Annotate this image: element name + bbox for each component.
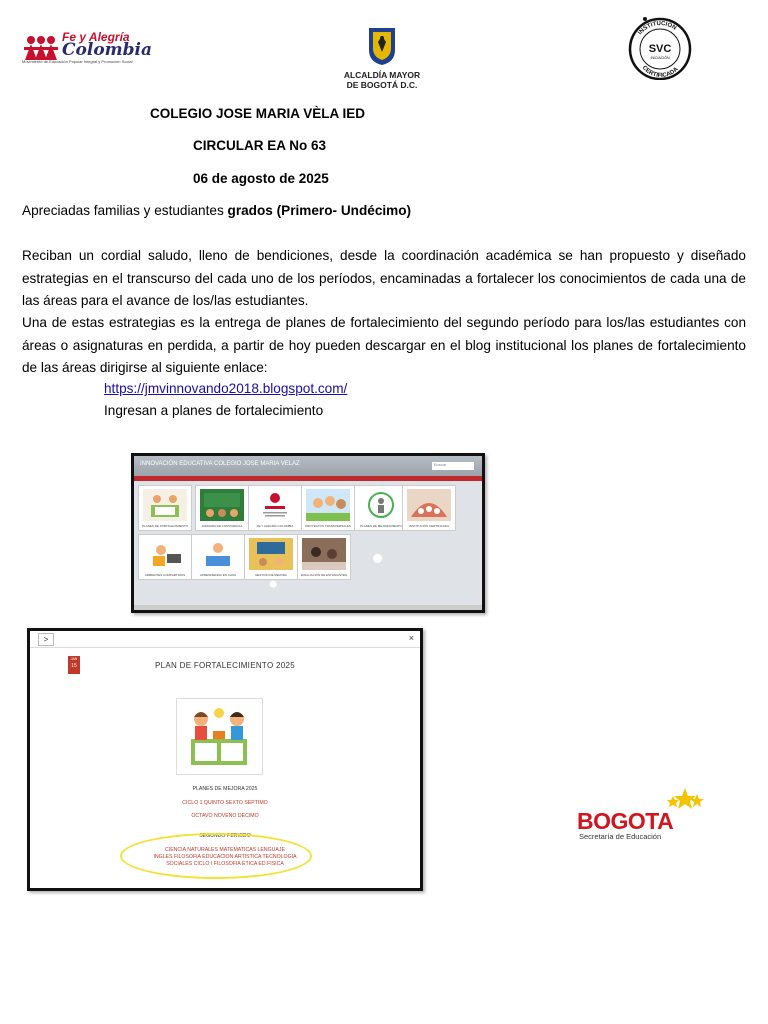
kid-computer-icon <box>143 538 187 570</box>
tile-evaluacion <box>297 534 351 580</box>
svc-seal-icon <box>626 14 694 80</box>
svc-top-text: INSTITUCIÓN <box>637 20 678 37</box>
classroom-icon <box>200 489 244 521</box>
areas-line-2[interactable]: INGLES FILOSOFIA EDUCACION ARTISTICA TECNOLOGIA <box>153 854 297 860</box>
classroom-photo-icon <box>302 538 346 570</box>
tile-convivencia <box>195 485 249 531</box>
tile-certificada <box>402 485 456 531</box>
svc-bottom-text: CERTIFICADA <box>640 64 680 80</box>
calendar-month: JAN <box>70 657 78 661</box>
next-arrow-button[interactable]: > <box>38 633 54 646</box>
tile-caption: PROYECTOS TRANSVERSALES <box>305 524 351 528</box>
circular-date: 06 de agosto de 2025 <box>193 171 329 186</box>
blog-footer <box>134 605 482 610</box>
blog-header <box>134 456 482 476</box>
fe-y-alegria-icon <box>22 34 60 62</box>
kids-cartoon-icon <box>306 489 350 521</box>
segundo-periodo-line: SEGUNDO PERIODO <box>199 833 251 839</box>
kids-reading-icon <box>143 489 187 521</box>
bogota-secretaria-logo <box>577 786 707 844</box>
tile-mejoramiento <box>354 485 408 531</box>
fya-tagline: Movimiento de Educación Popular Integral y Promoción Social <box>22 59 133 64</box>
plan-title: PLAN DE FORTALECIMIENTO 2025 <box>155 661 295 670</box>
bogota-word: BOGOTA <box>577 808 674 834</box>
close-icon[interactable]: × <box>408 633 414 643</box>
greeting-prefix: Apreciadas familias y estudiantes <box>22 203 228 218</box>
blog-search-box: Buscar <box>432 462 474 470</box>
calendar-day: 15 <box>71 663 77 669</box>
students-board-icon <box>249 538 293 570</box>
coat-of-arms-icon <box>367 26 397 66</box>
areas-line-3[interactable]: SOCIALES CICLO I FILOSOFIA ETICA ED.FISICA <box>166 861 284 867</box>
tile-caption: PLANES DE FORTALECIMIENTO <box>142 524 188 528</box>
instruction-text: Ingresan a planes de fortalecimiento <box>104 403 324 418</box>
tile-caption: FE Y ALEGRÍA COLOMBIA <box>256 524 294 528</box>
alcaldia-line2: DE BOGOTÁ D.C. <box>346 80 418 90</box>
circular-number: CIRCULAR EA No 63 <box>193 138 327 153</box>
paragraph-strategy: Una de estas estrategias es la entrega de planes de fortalecimiento del segundo período para los/las estudiantes con áreas o asignaturas en perdida, a partir de hoy pueden descargar en el blog institucional los planes de fortalecimiento de las áreas dirigirse al siguiente enlace: <box>22 315 746 375</box>
bogota-subtitle: Secretaría de Educación <box>579 832 662 841</box>
fya-subtitle: Colombia <box>62 40 153 60</box>
svc-center: SVC <box>648 43 672 55</box>
highlight-ellipse <box>120 833 312 879</box>
tile-fya <box>248 485 302 531</box>
tile-caption: INSTITUCIÓN CERTIFICADA <box>409 524 449 528</box>
group-photo-icon <box>407 489 451 521</box>
blog-screenshot <box>131 453 485 613</box>
tile-caption: EVALUACIÓN DE ESTUDIANTES <box>301 573 347 577</box>
viewer-toolbar <box>30 631 420 648</box>
alcaldia-line1: ALCALDÍA MAYOR <box>343 70 421 80</box>
kid-writing-icon <box>196 538 240 570</box>
tile-caption: PLANES DE MEJORAMIENTO <box>360 524 402 528</box>
tile-gestion <box>244 534 298 580</box>
grados-line[interactable]: OCTAVO NOVENO DECIMO <box>191 813 259 819</box>
paragraph-intro: Reciban un cordial saludo, lleno de bendiciones, desde la coordinación académica se han propuesto y diseñado estrategias en el transcurso del cada uno de los períodos, encaminadas a fortalecer los conocimientos de cada una de las áreas para el avance de los/las estudiantes. <box>22 248 746 308</box>
blog-link[interactable]: https://jmvinnovando2018.blogspot.com/ <box>104 381 348 396</box>
fe-y-alegria-logo <box>22 30 152 66</box>
tile-ambientes <box>138 534 192 580</box>
tile-caption: GESTIÓN DE MEJORA <box>255 573 287 577</box>
tile-caption: AMBIENTES COMPARTIDOS <box>144 573 186 577</box>
greeting <box>22 200 746 223</box>
fya-title: Fe y Alegría <box>62 30 130 44</box>
svc-middle: INICIACIÓN <box>650 56 670 60</box>
fya-mini-logo-icon <box>253 489 297 521</box>
tile-planes <box>138 485 192 531</box>
planes-mejora-line: PLANES DE MEJORA 2025 <box>192 786 258 792</box>
tile-caption: APRENDIENDO EN CASA <box>199 573 236 577</box>
alcaldia-text <box>334 70 430 90</box>
tile-proyectos <box>301 485 355 531</box>
plan-screenshot <box>27 628 423 891</box>
school-name: COLEGIO JOSE MARIA VÈLA IED <box>150 106 366 121</box>
kids-reading-illustration <box>176 698 263 775</box>
kids-book-icon <box>177 699 262 774</box>
alcaldia-logo <box>334 26 430 96</box>
ciclo-line[interactable]: CICLO 1 QUINTO SEXTO SEPTIMO <box>182 800 268 806</box>
areas-line-1[interactable]: CIENCIA NATURALES MATEMATICAS LENGUAJE <box>165 847 285 853</box>
greeting-grades: grados (Primero- Undécimo) <box>227 203 412 218</box>
blog-title: INNOVACIÓN EDUCATIVA COLEGIO JOSE MARIA VELAZ <box>140 461 300 467</box>
svc-certification-logo <box>626 14 694 80</box>
green-figure-icon <box>359 489 403 521</box>
tile-caption: JORNADA DE CONVIVENCIA <box>201 524 243 528</box>
tile-aprendiendo <box>191 534 245 580</box>
